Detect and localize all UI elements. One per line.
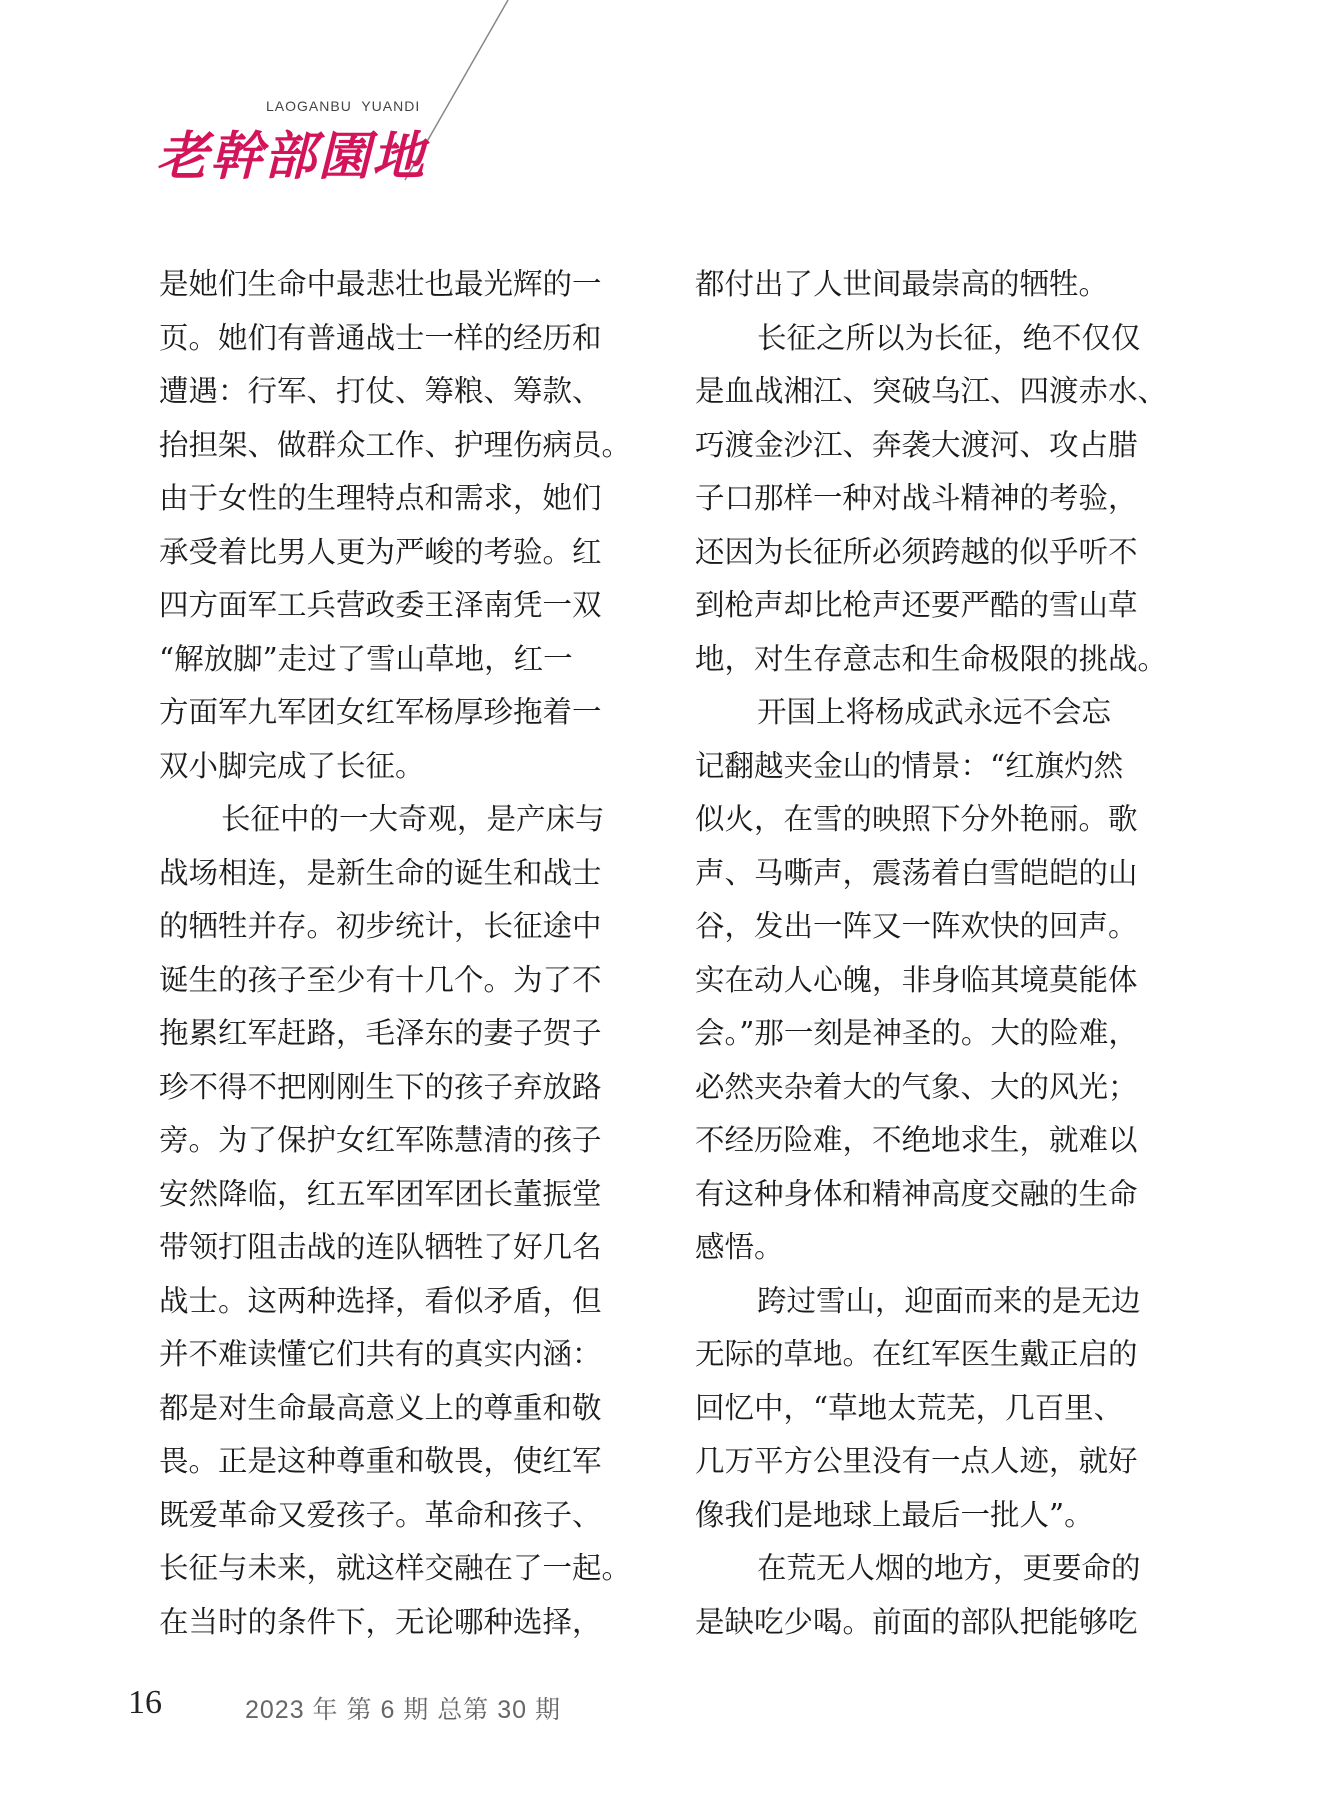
text-line: 并不难读懂它们共有的真实内涵： — [159, 1337, 602, 1371]
text-line: 感悟。 — [695, 1230, 784, 1264]
text-line: 子口那样一种对战斗精神的考验， — [695, 481, 1138, 515]
right-column — [695, 258, 1171, 1649]
text-line: 页。她们有普通战士一样的经历和 — [159, 320, 602, 355]
magazine-title-english: LAOGANBU YUANDI — [266, 98, 421, 114]
text-line: 巧渡金沙江、奔袭大渡河、攻占腊 — [695, 427, 1138, 462]
text-line: “解放脚”走过了雪山草地，红一 — [159, 641, 573, 676]
text-line: 实在动人心魄，非身临其境莫能体 — [695, 962, 1138, 997]
text-line: 双小脚完成了长征。 — [159, 748, 425, 783]
text-line: 承受着比男人更为严峻的考验。红 — [159, 534, 602, 569]
text-line: 长征中的一大奇观，是产床与 — [221, 802, 605, 836]
text-line: 安然降临，红五军团军团长董振堂 — [159, 1176, 602, 1211]
text-line: 几万平方公里没有一点人迹，就好 — [695, 1444, 1138, 1478]
text-line: 无际的草地。在红军医生戴正启的 — [695, 1337, 1138, 1371]
text-line: 抬担架、做群众工作、护理伤病员。 — [159, 427, 632, 462]
text-line: 四方面军工兵营政委王泽南凭一双 — [159, 588, 602, 622]
text-line: 遭遇：行军、打仗、筹粮、筹款、 — [159, 374, 602, 408]
text-line: 还因为长征所必须跨越的似乎听不 — [695, 534, 1138, 569]
text-line: 是缺吃少喝。前面的部队把能够吃 — [695, 1604, 1138, 1639]
text-line: 到枪声却比枪声还要严酷的雪山草 — [695, 588, 1138, 622]
issue-info: 2023 年 第 6 期 总第 30 期 — [245, 1696, 561, 1724]
text-line: 是她们生命中最悲壮也最光辉的一 — [159, 267, 602, 301]
text-line: 声、马嘶声，震荡着白雪皑皑的山 — [695, 855, 1138, 890]
text-line: 既爱革命又爱孩子。革命和孩子、 — [159, 1497, 602, 1532]
text-line: 有这种身体和精神高度交融的生命 — [695, 1176, 1138, 1211]
text-line: 谷，发出一阵又一阵欢快的回声。 — [695, 909, 1138, 943]
text-line: 畏。正是这种尊重和敬畏，使红军 — [159, 1444, 602, 1478]
text-line: 跨过雪山，迎面而来的是无边 — [757, 1283, 1141, 1318]
text-line: 诞生的孩子至少有十几个。为了不 — [159, 962, 602, 997]
text-line: 在荒无人烟的地方，更要命的 — [757, 1551, 1141, 1585]
text-line: 必然夹杂着大的气象、大的风光； — [695, 1069, 1138, 1104]
text-line: 不经历险难，不绝地求生，就难以 — [695, 1123, 1138, 1157]
text-line: 是血战湘江、突破乌江、四渡赤水、 — [695, 374, 1168, 408]
text-line: 珍不得不把刚刚生下的孩子弃放路 — [159, 1069, 602, 1104]
text-line: 战场相连，是新生命的诞生和战士 — [159, 855, 602, 890]
left-column — [159, 258, 635, 1649]
text-line: 旁。为了保护女红军陈慧清的孩子 — [159, 1123, 602, 1157]
text-line: 方面军九军团女红军杨厚珍拖着一 — [159, 695, 602, 729]
text-line: 回忆中，“草地太荒芜，几百里、 — [695, 1390, 1124, 1425]
text-line: 长征与未来，就这样交融在了一起。 — [159, 1551, 632, 1585]
text-line: 长征之所以为长征，绝不仅仅 — [757, 320, 1141, 355]
text-line: 的牺牲并存。初步统计，长征途中 — [159, 909, 602, 943]
text-line: 战士。这两种选择，看似矛盾，但 — [159, 1283, 602, 1318]
text-line: 似火，在雪的映照下分外艳丽。歌 — [695, 802, 1138, 836]
text-line: 带领打阻击战的连队牺牲了好几名 — [159, 1230, 602, 1264]
text-line: 记翻越夹金山的情景：“红旗灼然 — [695, 748, 1124, 783]
text-line: 在当时的条件下，无论哪种选择， — [159, 1604, 602, 1639]
text-line: 都付出了人世间最崇高的牺牲。 — [695, 267, 1109, 301]
text-line: 拖累红军赶路，毛泽东的妻子贺子 — [159, 1016, 602, 1050]
text-line: 像我们是地球上最后一批人”。 — [695, 1497, 1094, 1532]
text-line: 由于女性的生理特点和需求，她们 — [159, 481, 602, 515]
text-line: 会。”那一刻是神圣的。大的险难， — [695, 1016, 1138, 1050]
text-line: 地，对生存意志和生命极限的挑战。 — [695, 641, 1168, 676]
text-line: 都是对生命最高意义上的尊重和敬 — [159, 1390, 602, 1425]
page-number: 16 — [128, 1684, 162, 1721]
text-line: 开国上将杨成武永远不会忘 — [757, 695, 1112, 729]
magazine-title-logo: 老幹部園地 — [156, 126, 427, 187]
